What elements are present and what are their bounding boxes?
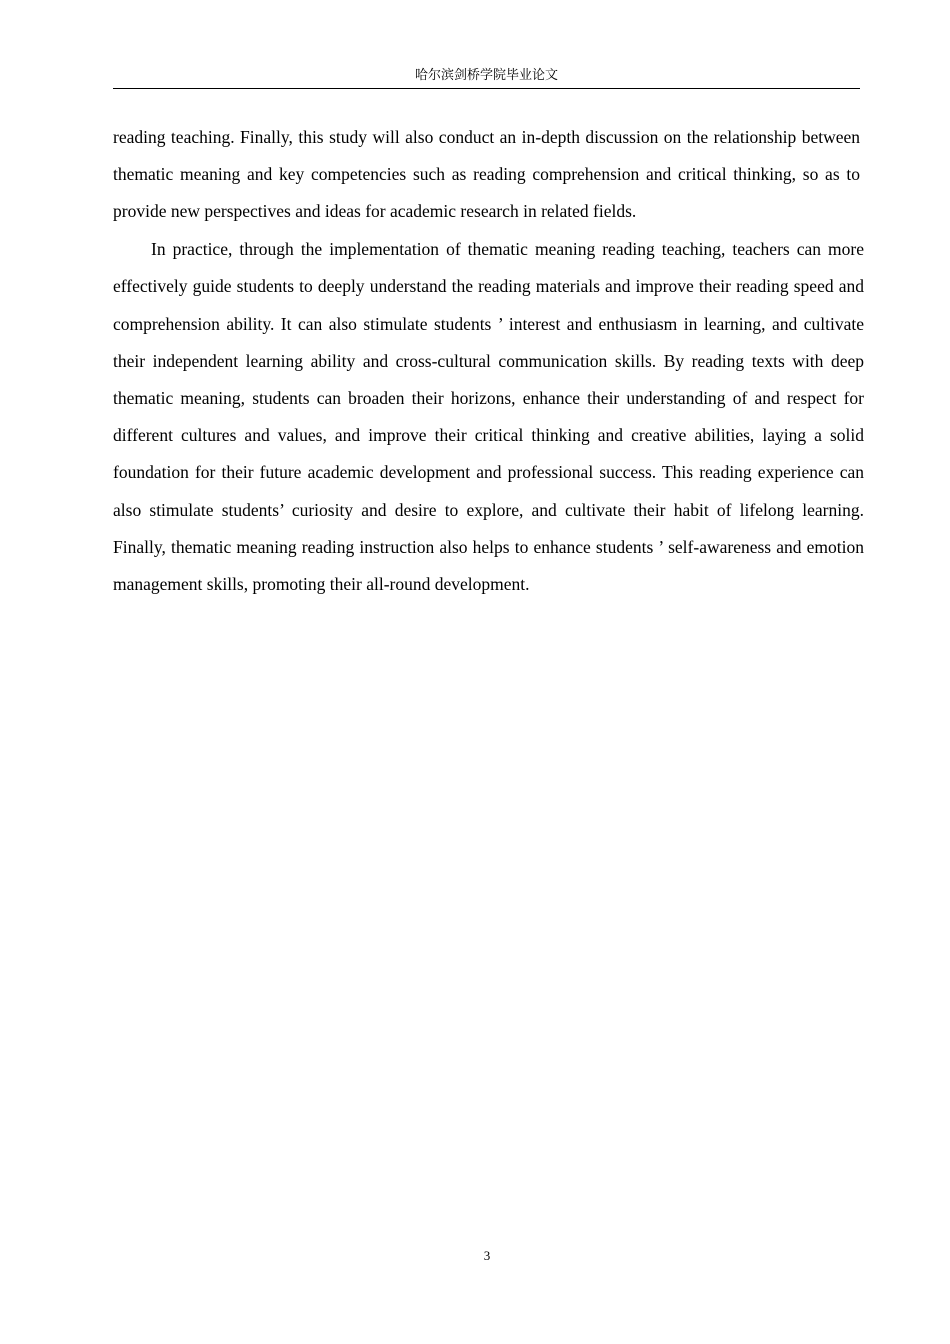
body-text (113, 119, 864, 603)
page-number: 3 (483, 1248, 491, 1263)
paragraph-practice: In practice, through the implementation of thematic meaning reading teaching, teachers can more effectively guide students to deeply understand the reading materials and improve their reading speed and comprehension ability. It can also stimulate students ’ interest and enthusiasm in learning, and cultivate their independent learning ability and cross-cultural communication skills. By reading texts with deep thematic meaning, students can broaden their horizons, enhance their understanding of and respect for different cultures and values, and improve their critical thinking and creative abilities, laying a solid foundation for their future academic development and professional success. This reading experience can also stimulate students’ curiosity and desire to explore, and cultivate their habit of lifelong learning. Finally, thematic meaning reading instruction also helps to enhance students ’ self-awareness and emotion management skills, promoting their all-round development. (113, 239, 864, 594)
page-header (113, 66, 860, 89)
header-title: 哈尔滨剑桥学院毕业论文 (414, 68, 558, 83)
paragraph-continued: reading teaching. Finally, this study will also conduct an in-depth discussion on the relationship between thematic meaning and key competencies such as reading comprehension and critical thinking, so as to provide new perspectives and ideas for academic research in related fields. (113, 127, 860, 222)
